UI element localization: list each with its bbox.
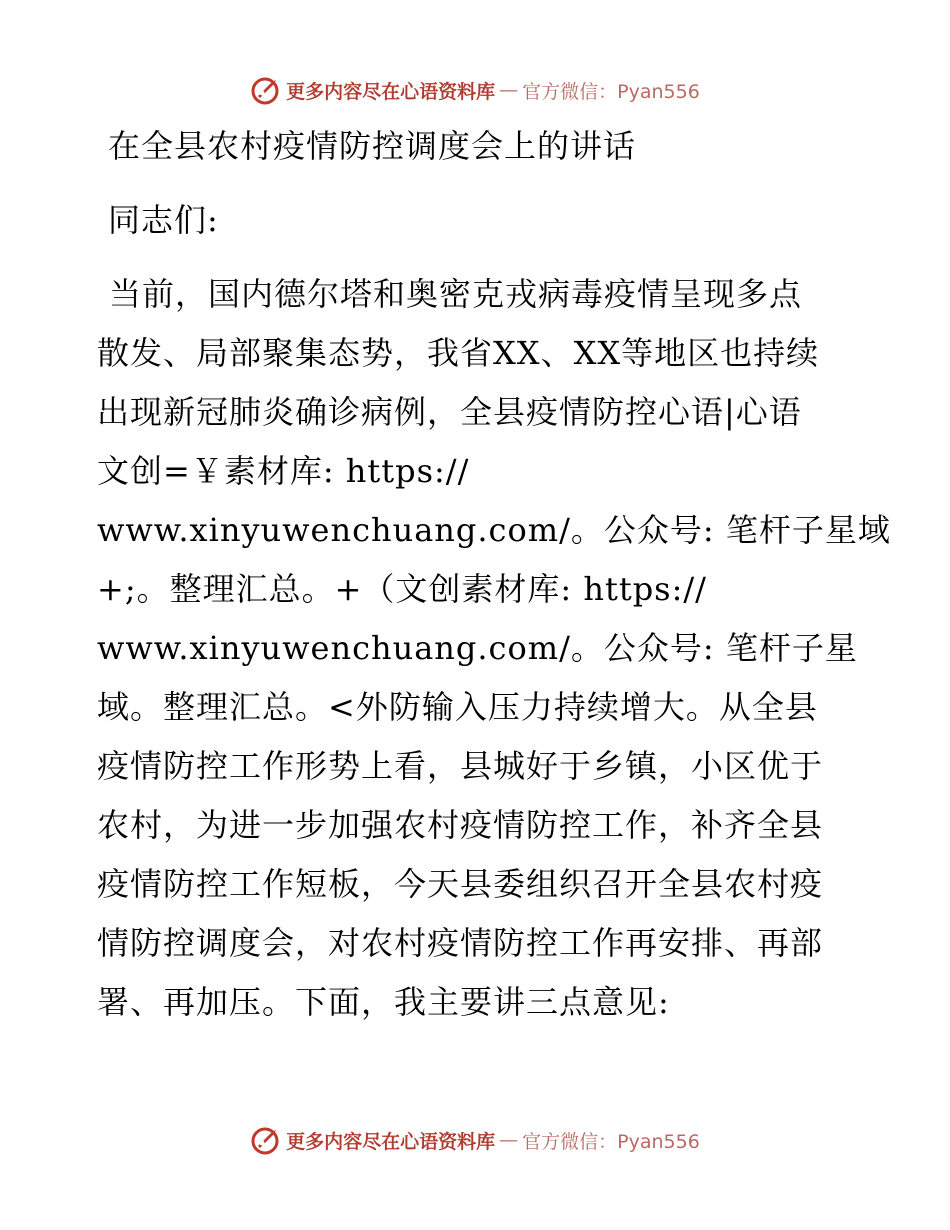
body-line: 出现新冠肺炎确诊病例，全县疫情防控心语|心语: [97, 393, 802, 431]
watermark-contact: 官方微信：Pyan556: [522, 80, 700, 103]
watermark-separator: —: [499, 1129, 519, 1151]
body-line: +;。整理汇总。+（文创素材库: https://: [97, 570, 707, 608]
watermark-brand: 更多内容尽在心语资料库: [286, 1130, 496, 1153]
body-line: www.xinyuwenchuang.com/。公众号: 笔杆子星: [97, 629, 858, 667]
footer-watermark: [0, 1120, 950, 1160]
body-line: 文创=￥素材库: https://: [97, 452, 470, 490]
body-line: 农村，为进一步加强农村疫情防控工作，补齐全县: [97, 806, 824, 844]
body-line: 域。整理汇总。<外防输入压力持续增大。从全县: [97, 688, 818, 726]
watermark-brand: 更多内容尽在心语资料库: [286, 80, 496, 103]
body-line: 散发、局部聚集态势，我省XX、XX等地区也持续: [97, 334, 820, 372]
body-text: [97, 272, 891, 1039]
header-watermark: [0, 70, 950, 110]
body-line: 情防控调度会，对农村疫情防控工作再安排、再部: [97, 924, 824, 962]
document-title: 在全县农村疫情防控调度会上的讲话: [108, 127, 637, 165]
body-line: 当前，国内德尔塔和奥密克戎病毒疫情呈现多点: [109, 275, 803, 313]
watermark-contact: 官方微信：Pyan556: [522, 1130, 700, 1153]
salutation: 同志们:: [108, 201, 219, 239]
body-line: www.xinyuwenchuang.com/。公众号: 笔杆子星域: [97, 511, 891, 549]
body-line: 疫情防控工作短板，今天县委组织召开全县农村疫: [97, 865, 824, 903]
body-line: 疫情防控工作形势上看，县城好于乡镇，小区优于: [97, 747, 824, 785]
watermark-separator: —: [499, 79, 519, 101]
body-line: 署、再加压。下面，我主要讲三点意见:: [97, 983, 670, 1021]
pen-logo-icon: [250, 1124, 282, 1156]
pen-logo-icon: [250, 74, 282, 106]
